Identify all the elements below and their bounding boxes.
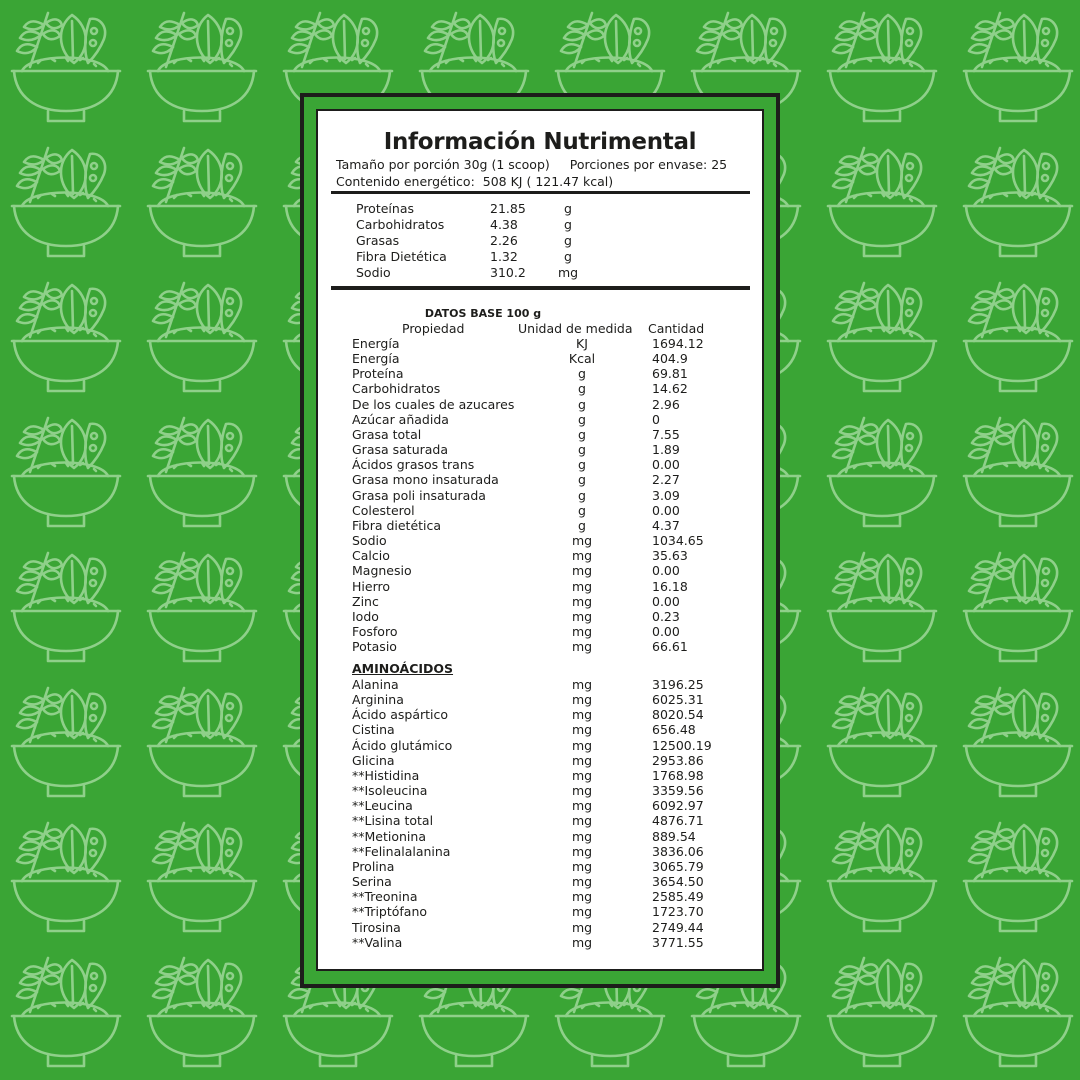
divider: [331, 286, 750, 290]
table-row: Iodo mg 0.23: [352, 608, 680, 624]
per-serving-table: [356, 201, 616, 281]
table-row: Magnesio mg 0.00: [352, 563, 680, 579]
table-row: **Triptófano mg 1723.70: [352, 904, 704, 920]
servings-label: Porciones por envase:: [569, 157, 708, 172]
table-row: Potasio mg 66.61: [352, 639, 688, 655]
table-row: Carbohidratos g 14.62: [352, 381, 688, 397]
table-header: [318, 321, 766, 335]
label-title: Información Nutrimental: [383, 129, 697, 155]
table-row: Glicina mg 2953.86: [352, 752, 704, 768]
per-serving-row: Sodio 310.2 mg: [356, 265, 579, 280]
table-row: Prolina mg 3065.79: [352, 858, 704, 874]
amino-acids-table: [352, 677, 752, 950]
table-row: Sodio mg 1034.65: [352, 533, 704, 549]
table-row: **Leucina mg 6092.97: [352, 798, 704, 814]
per-serving-row: Fibra Dietética 1.32 g: [356, 249, 572, 264]
table-row: **Metionina mg 889.54: [352, 828, 696, 844]
per-serving-row: Grasas 2.26 g: [356, 233, 572, 248]
energy-info: [336, 174, 613, 189]
table-row: Arginina mg 6025.31: [352, 692, 704, 708]
nutrition-label: [316, 109, 764, 971]
table-row: Ácido aspártico mg 8020.54: [352, 707, 704, 723]
servings-count: 25: [711, 157, 728, 172]
serving-size-label: Tamaño por porción: [336, 157, 460, 172]
table-row: Hierro mg 16.18: [352, 578, 688, 594]
table-row: Grasa poli insaturada g 3.09: [352, 487, 680, 503]
table-row: Azúcar añadida g 0: [352, 411, 660, 427]
table-row: Grasa saturada g 1.89: [352, 442, 680, 458]
table-row: Energía KJ 1694.12: [352, 336, 704, 351]
energy-value: 508 KJ ( 121.47 kcal): [482, 174, 614, 189]
base-data-title: DATOS BASE 100 g: [424, 307, 542, 320]
table-row: Fosforo mg 0.00: [352, 623, 680, 639]
column-property: Propiedad: [402, 321, 465, 336]
energy-label: Contenido energético:: [336, 174, 475, 189]
serving-size: 30g (1 scoop): [463, 157, 550, 172]
table-row: Calcio mg 35.63: [352, 548, 688, 564]
table-row: Energía Kcal 404.9: [352, 351, 688, 367]
base-data-table: [352, 336, 752, 654]
amino-acids-heading: AMINOÁCIDOS: [352, 661, 454, 676]
table-row: **Isoleucina mg 3359.56: [352, 783, 704, 799]
column-quantity: Cantidad: [648, 321, 705, 336]
table-row: Fibra dietética g 4.37: [352, 517, 680, 533]
table-row: **Lisina total mg 4876.71: [352, 813, 704, 829]
table-row: **Valina mg 3771.55: [352, 934, 704, 950]
table-row: De los cuales de azucares g 2.96: [352, 396, 680, 412]
table-row: **Felinalalanina mg 3836.06: [352, 843, 704, 859]
table-row: **Histidina mg 1768.98: [352, 767, 704, 783]
table-row: Grasa mono insaturada g 2.27: [352, 472, 680, 488]
table-row: **Treonina mg 2585.49: [352, 889, 704, 905]
per-serving-row: Proteínas 21.85 g: [356, 201, 572, 216]
table-row: Colesterol g 0.00: [352, 502, 680, 518]
table-row: Alanina mg 3196.25: [352, 677, 704, 692]
table-row: Grasa total g 7.55: [352, 426, 680, 442]
table-row: Ácido glutámico mg 12500.19: [352, 737, 712, 753]
table-row: Ácidos grasos trans g 0.00: [352, 457, 680, 473]
table-row: Proteína g 69.81: [352, 366, 688, 382]
table-row: Serina mg 3654.50: [352, 874, 704, 890]
serving-info: [336, 157, 727, 172]
table-row: Zinc mg 0.00: [352, 593, 680, 609]
table-row: Tirosina mg 2749.44: [352, 919, 704, 935]
column-unit: Unidad de medida: [518, 321, 633, 336]
per-serving-row: Carbohidratos 4.38 g: [356, 217, 572, 232]
table-row: Cistina mg 656.48: [352, 722, 696, 738]
divider: [331, 191, 750, 194]
